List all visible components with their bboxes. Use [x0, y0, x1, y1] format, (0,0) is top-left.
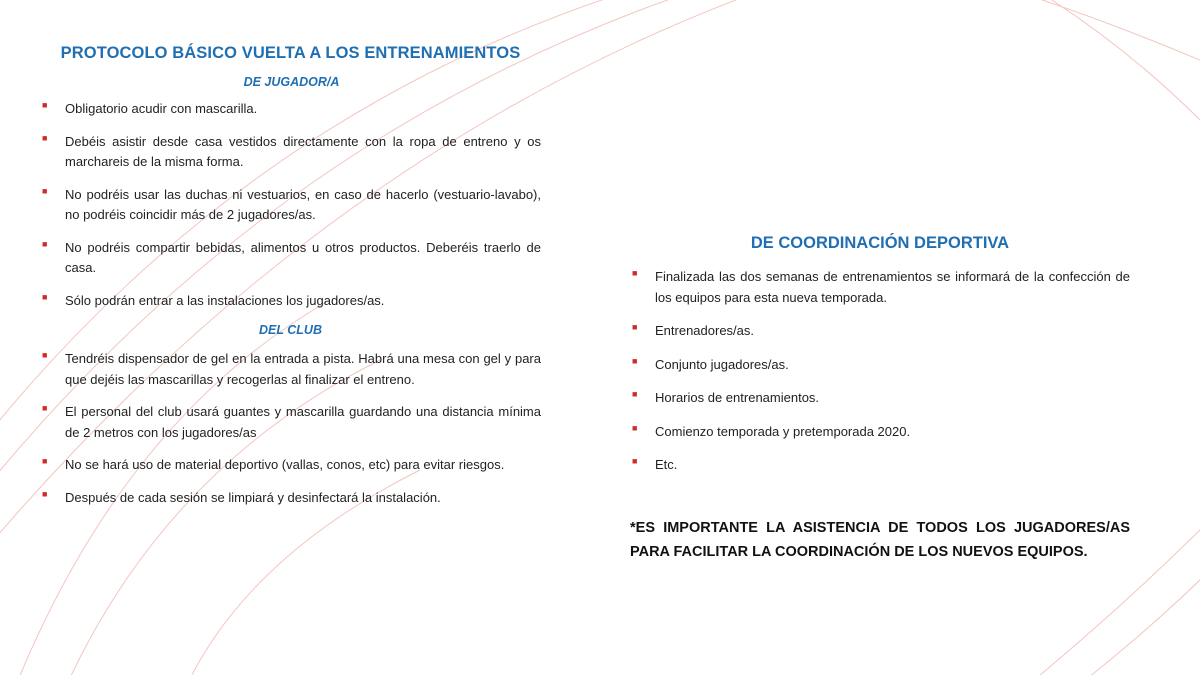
list-item	[40, 488, 541, 509]
bullet-square-icon: ■	[42, 291, 48, 302]
jugador-list	[40, 99, 541, 311]
important-note: *ES IMPORTANTE LA ASISTENCIA DE TODOS LOS JUGADORES/AS PARA FACILITAR LA COORDINACIÓN DE LOS NUEVOS EQUIPOS.	[630, 519, 1130, 560]
list-item-text: No se hará uso de material deportivo (vallas, conos, etc) para evitar riesgos.	[65, 457, 505, 472]
list-item-text: Horarios de entrenamientos.	[655, 390, 820, 405]
list-item-text: No podréis usar las duchas ni vestuarios, en caso de hacerlo (vestuario-lavabo), no podréis coincidir más de 2 jugadores/as.	[65, 186, 541, 222]
left-column	[40, 44, 541, 520]
list-item	[40, 455, 541, 476]
bullet-square-icon: ■	[42, 350, 48, 360]
list-item	[40, 238, 541, 279]
list-item-text: Comienzo temporada y pretemporada 2020.	[655, 423, 911, 439]
section-subtitle-jugador: DE JUGADOR/A	[243, 75, 340, 89]
coordination-title: DE COORDINACIÓN DEPORTIVA	[750, 234, 1010, 252]
list-item-text: Entrenadores/as.	[655, 323, 755, 338]
bullet-square-icon: ■	[42, 100, 48, 110]
bullet-square-icon: ■	[42, 456, 48, 466]
bullet-square-icon: ■	[632, 456, 638, 466]
list-item-text: Después de cada sesión se limpiará y desinfectará la instalación.	[65, 489, 441, 505]
bullet-square-icon: ■	[42, 488, 48, 499]
bullet-square-icon: ■	[42, 185, 48, 196]
bullet-square-icon: ■	[42, 132, 48, 143]
list-item	[40, 291, 541, 312]
list-item	[40, 402, 541, 443]
list-item-text: No podréis compartir bebidas, alimentos u otros productos. Deberéis traerlo de casa.	[65, 239, 541, 275]
bullet-square-icon: ■	[632, 322, 638, 332]
list-item	[40, 99, 541, 120]
list-item	[630, 388, 1130, 409]
list-item-text: Obligatorio acudir con mascarilla.	[65, 101, 258, 116]
right-column	[630, 234, 1130, 578]
list-item-text: Conjunto jugadores/as.	[655, 356, 789, 372]
list-item	[630, 422, 1130, 443]
coordination-list	[630, 267, 1130, 476]
bullet-square-icon: ■	[632, 268, 638, 278]
list-item-text: Tendréis dispensador de gel en la entrada a pista. Habrá una mesa con gel y para que dejéis las mascarillas y recogerlas al finalizar el entreno.	[65, 351, 541, 387]
club-list	[40, 349, 541, 508]
list-item-text: Debéis asistir desde casa vestidos directamente con la ropa de entreno y os marchareis de la misma forma.	[65, 133, 541, 169]
bullet-square-icon: ■	[632, 422, 638, 433]
list-item	[40, 185, 541, 226]
bullet-square-icon: ■	[42, 238, 48, 249]
list-item	[630, 267, 1130, 308]
bullet-square-icon: ■	[632, 355, 638, 366]
protocol-title: PROTOCOLO BÁSICO VUELTA A LOS ENTRENAMIENTOS	[60, 44, 521, 62]
bullet-square-icon: ■	[42, 403, 48, 413]
list-item-text: Etc.	[655, 457, 678, 472]
list-item	[630, 321, 1130, 342]
list-item	[40, 349, 541, 390]
list-item	[630, 355, 1130, 376]
list-item	[630, 455, 1130, 476]
list-item-text: El personal del club usará guantes y mascarilla guardando una distancia mínima de 2 metros con los jugadores/as	[65, 404, 541, 440]
section-subtitle-club: DEL CLUB	[259, 323, 322, 337]
list-item-text: Sólo podrán entrar a las instalaciones los jugadores/as.	[65, 292, 385, 308]
list-item	[40, 132, 541, 173]
list-item-text: Finalizada las dos semanas de entrenamientos se informará de la confección de los equipos para esta nueva temporada.	[655, 269, 1130, 305]
bullet-square-icon: ■	[632, 389, 638, 399]
